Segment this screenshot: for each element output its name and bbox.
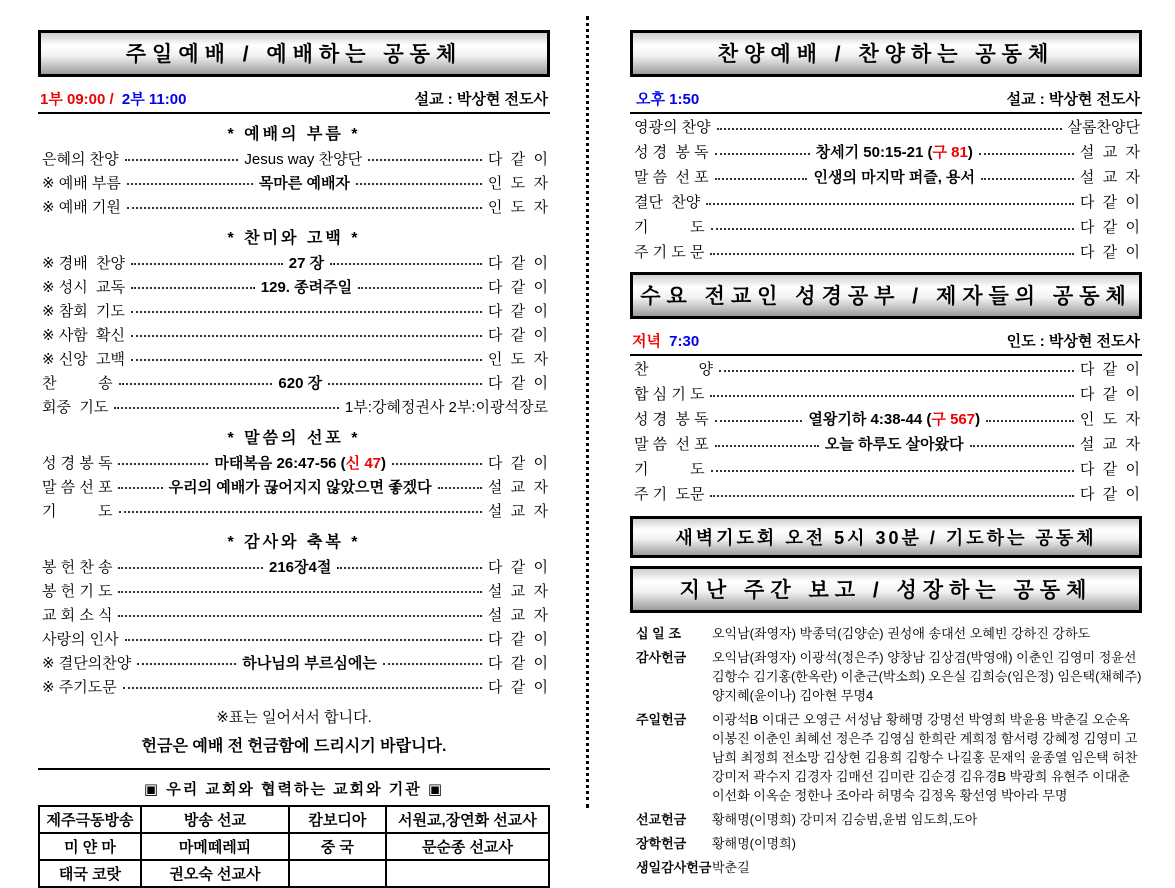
item-content	[214, 452, 386, 473]
item-label: 봉 헌 찬 송	[42, 558, 113, 576]
item-content	[816, 141, 973, 162]
liturgy-row	[38, 450, 550, 474]
report-entry-label: 십 일 조	[636, 626, 681, 641]
section-title-thanks-blessing: * 감사와 축복 *	[227, 534, 361, 551]
item-label: 사랑의 인사	[42, 630, 119, 648]
dot-leader	[125, 159, 239, 161]
item-performer: 다 같 이	[487, 302, 548, 320]
sunday-worship-header: 주일예배 / 예배하는 공동체	[38, 30, 550, 77]
table-cell: 문순종 선교사	[386, 833, 549, 860]
item-content: 620 장	[278, 374, 323, 392]
liturgy-row	[38, 274, 550, 298]
table-cell: 마메떼레피	[141, 833, 289, 860]
dot-leader	[127, 183, 253, 185]
dot-leader	[337, 567, 482, 569]
dot-leader	[123, 687, 482, 689]
liturgy-row	[38, 578, 550, 602]
liturgy-row	[630, 431, 1142, 456]
table-row	[39, 833, 549, 860]
sermon-title: 인생의 마지막 퍼즐, 용서	[813, 169, 976, 186]
item-performer: 다 같 이	[487, 678, 548, 696]
dot-leader	[368, 159, 482, 161]
section-separator	[38, 768, 550, 770]
dot-leader	[119, 383, 273, 385]
table-cell: 제주극동방송	[39, 806, 141, 833]
scripture-text: 열왕기하 4:38-44 (	[808, 411, 932, 428]
item-label: ※ 성시 교독	[42, 278, 126, 296]
dot-leader	[438, 487, 482, 489]
weekly-report-header: 지난 주간 보고 / 성장하는 공동체	[630, 566, 1142, 613]
liturgy-row	[38, 370, 550, 394]
preacher-label: 설교 : 박상현 전도사	[1006, 91, 1140, 108]
dot-leader	[970, 445, 1074, 447]
item-performer: 다 같 이	[487, 150, 548, 168]
liturgy-row	[630, 139, 1142, 164]
item-label: 성 경 봉 독	[42, 454, 113, 472]
liturgy-row	[38, 298, 550, 322]
liturgy-row	[630, 114, 1142, 139]
item-performer: 다 같 이	[487, 454, 549, 472]
item-content: Jesus way 찬양단	[244, 150, 363, 168]
service-time	[632, 330, 699, 351]
item-performer: 설 교 자	[487, 478, 548, 496]
sermon-title: 오늘 하루도 살아왔다	[824, 436, 964, 453]
item-performer: 다 같 이	[487, 558, 548, 576]
item-content: 216장4절	[268, 558, 332, 576]
liturgy-row	[38, 250, 550, 274]
item-label: 합 심 기 도	[634, 386, 705, 403]
dawn-prayer-header: 새벽기도회 오전 5시 30분 / 기도하는 공동체	[630, 516, 1142, 558]
item-label: 기 도	[634, 219, 705, 236]
praise-time-row	[630, 77, 1142, 114]
item-label: 말 씀 선 포	[634, 169, 709, 186]
item-label: ※ 예배 기원	[42, 198, 121, 216]
wednesday-time: 7:30	[669, 333, 700, 350]
dot-leader	[715, 445, 819, 447]
liturgy-row	[38, 650, 550, 674]
item-performer: 다 같 이	[487, 630, 548, 648]
dot-leader	[706, 203, 1074, 205]
dot-leader	[717, 128, 1062, 130]
item-label: ※ 신앙 고백	[42, 350, 126, 368]
table-cell	[386, 860, 549, 887]
item-label: 말 씀 선 포	[634, 436, 709, 453]
report-entry-label: 선교헌금	[636, 812, 687, 827]
item-performer: 다 같 이	[1079, 461, 1140, 478]
dot-leader	[715, 178, 808, 180]
item-performer: 설 교 자	[487, 606, 548, 624]
dot-leader	[710, 395, 1073, 397]
liturgy-row	[38, 394, 550, 418]
report-entry	[630, 624, 1142, 643]
dot-leader	[127, 207, 482, 209]
item-label: ※ 예배 부름	[42, 174, 121, 192]
liturgy-row	[630, 456, 1142, 481]
table-cell: 권오숙 선교사	[141, 860, 289, 887]
item-label: ※ 결단의찬양	[42, 654, 132, 672]
table-cell: 태국 코랏	[39, 860, 141, 887]
liturgy-row	[38, 674, 550, 698]
service-time	[632, 88, 699, 109]
report-entry-names: 오익남(좌영자) 이광석(정은주) 양창남 김상겸(박영애) 이춘인 김영미 정윤선 김항수 김기홍(한옥란) 이춘근(박소희) 오은실 김희승(임은정) 임은택(채혜주) 양지혜(윤이나) 김아현 무명4	[712, 650, 1142, 703]
dot-leader	[131, 263, 283, 265]
item-performer: 다 같 이	[487, 278, 548, 296]
report-entry-label: 장학헌금	[636, 836, 687, 851]
hymn-number-red: 구 567	[931, 411, 976, 428]
scripture-close: )	[967, 144, 973, 161]
liturgy-row	[630, 481, 1142, 506]
dot-leader	[118, 591, 481, 593]
item-content	[808, 408, 980, 429]
leader-label: 인도 : 박상현 전도사	[1006, 333, 1140, 350]
second-service-time: 2부 11:00	[121, 91, 187, 108]
hymn-number-red: 신 47	[345, 454, 382, 472]
liturgy-row	[38, 322, 550, 346]
liturgy-row	[630, 189, 1142, 214]
item-label: 회중 기도	[42, 398, 109, 416]
report-entry	[630, 810, 1142, 829]
item-content: 129. 종려주일	[260, 278, 353, 296]
dot-leader	[114, 407, 339, 409]
dot-leader	[131, 335, 482, 337]
item-label: 봉 헌 기 도	[42, 582, 113, 600]
report-entry-names: 이광석B 이대근 오영근 서성남 황해명 강명선 박영희 박윤용 박춘길 오순옥 이봉진 이춘인 최혜선 정은주 김영심 한희란 계희정 함서령 강혜정 김영미 고남희 최정희 전소망 김상현 김용희 김항수 나길홍 문재익 윤종열 임은택 허찬 강미저 곽수지 김경자 김매선 김미란 김순경 김유경B 박광희 유현주 이대춘 이선화 이옥순 정한나 조아라 허명숙 김정옥 황선영 박아라 무명	[712, 712, 1138, 803]
item-label: 영광의 찬양	[634, 119, 711, 136]
scripture-close: )	[975, 411, 981, 428]
dot-leader	[979, 153, 1074, 155]
section-title-praise-confession: * 찬미와 고백 *	[227, 230, 361, 247]
item-performer: 다 같 이	[1079, 244, 1140, 261]
dot-leader	[715, 153, 810, 155]
right-column	[630, 30, 1142, 882]
item-performer: 설 교 자	[487, 502, 548, 520]
service-times	[40, 88, 186, 109]
scripture-text: 창세기 50:15-21 (	[815, 144, 933, 161]
dot-leader	[383, 663, 482, 665]
item-performer: 다 같 이	[1079, 386, 1140, 403]
dot-leader	[710, 253, 1073, 255]
item-performer: 다 같 이	[487, 254, 549, 272]
item-label: ※ 경배 찬양	[42, 254, 126, 272]
report-entry	[630, 648, 1142, 705]
report-entry-label: 주일헌금	[636, 712, 687, 727]
dot-leader	[710, 495, 1073, 497]
dot-leader	[719, 370, 1074, 372]
item-label: 결단 찬양	[634, 194, 701, 211]
preacher-label: 설교 : 박상현 전도사	[414, 91, 548, 108]
dot-leader	[118, 615, 481, 617]
scripture-close: )	[381, 454, 387, 472]
report-entry-label: 감사헌금	[636, 650, 687, 665]
item-performer: 인 도 자	[1079, 411, 1140, 428]
liturgy-row	[630, 214, 1142, 239]
dot-leader	[137, 663, 236, 665]
item-label: 주 기 도 문	[634, 244, 705, 261]
table-cell: 미 얀 마	[39, 833, 141, 860]
first-service-time: 1부 09:00 /	[40, 91, 114, 108]
liturgy-row	[38, 626, 550, 650]
dot-leader	[358, 287, 482, 289]
praise-time: 오후 1:50	[636, 91, 700, 108]
item-performer: 다 같 이	[1079, 194, 1140, 211]
item-performer: 다 같 이	[1079, 361, 1140, 378]
item-label: 기 도	[634, 461, 705, 478]
dot-leader	[986, 420, 1074, 422]
scripture-text: 마태복음 26:47-56 (	[214, 454, 346, 472]
left-column	[38, 30, 550, 888]
liturgy-row	[38, 602, 550, 626]
liturgy-row	[38, 146, 550, 170]
item-content: 하나님의 부르심에는	[242, 654, 377, 672]
item-performer: 설 교 자	[487, 582, 548, 600]
item-label: 주 기 도문	[634, 486, 705, 503]
liturgy-row	[630, 356, 1142, 381]
item-label: 성 경 봉 독	[634, 411, 709, 428]
report-entry-names: 박춘길	[712, 860, 750, 875]
report-entry	[630, 858, 1142, 877]
liturgy-row	[630, 239, 1142, 264]
item-label: 은혜의 찬양	[42, 150, 119, 168]
liturgy-row	[38, 498, 550, 522]
section-title-proclamation: * 말씀의 선포 *	[227, 430, 361, 447]
item-performer: 다 같 이	[487, 326, 548, 344]
item-label: 찬 양	[634, 361, 713, 378]
table-cell: 중 국	[289, 833, 386, 860]
report-entry	[630, 710, 1142, 805]
item-label: ※ 주기도문	[42, 678, 117, 696]
table-cell: 캄보디아	[289, 806, 386, 833]
dot-leader	[131, 311, 482, 313]
table-cell	[289, 860, 386, 887]
report-entry	[630, 834, 1142, 853]
dot-leader	[715, 420, 803, 422]
dot-leader	[711, 470, 1074, 472]
report-entry-names: 황해명(이명희)	[712, 836, 797, 851]
dot-leader	[330, 263, 482, 265]
praise-worship-header: 찬양예배 / 찬양하는 공동체	[630, 30, 1142, 77]
offering-note: 헌금은 예배 전 헌금함에 드리시기 바랍니다.	[141, 738, 447, 755]
table-row	[39, 860, 549, 887]
item-performer: 다 같 이	[487, 654, 549, 672]
liturgy-row	[38, 170, 550, 194]
item-performer: 인 도 자	[487, 198, 548, 216]
dot-leader	[981, 178, 1074, 180]
dot-leader	[118, 463, 208, 465]
wednesday-study-header: 수요 전교인 성경공부 / 제자들의 공동체	[630, 272, 1142, 319]
section-title-call-to-worship: * 예배의 부름 *	[227, 126, 361, 143]
sermon-title: 우리의 예배가 끊어지지 않았으면 좋겠다	[168, 478, 432, 496]
item-label: ※ 사함 확신	[42, 326, 126, 344]
item-label: ※ 참회 기도	[42, 302, 126, 320]
liturgy-row	[38, 346, 550, 370]
item-performer: 인 도 자	[487, 350, 548, 368]
item-performer: 다 같 이	[487, 374, 549, 392]
wednesday-time-row	[630, 319, 1142, 356]
dot-leader	[131, 359, 482, 361]
dot-leader	[711, 228, 1074, 230]
item-performer: 다 같 이	[1079, 219, 1140, 236]
table-row	[39, 806, 549, 833]
report-entry-names: 오익남(좌영자) 박종덕(김양순) 권성애 송대선 오혜빈 강하진 강하도	[712, 626, 1091, 641]
liturgy-row	[38, 474, 550, 498]
item-performer: 살롬찬양단	[1067, 119, 1140, 136]
dot-leader	[119, 511, 482, 513]
liturgy-row	[630, 406, 1142, 431]
liturgy-row	[38, 554, 550, 578]
partner-table-title: ▣ 우리 교회와 협력하는 교회와 기관 ▣	[143, 781, 445, 798]
item-performer: 1부:강혜정권사 2부:이광석장로	[344, 398, 548, 416]
report-entry-label: 생일감사헌금	[636, 860, 712, 875]
item-label: 교 회 소 식	[42, 606, 113, 624]
item-content: 27 장	[288, 254, 325, 272]
table-cell: 방송 선교	[141, 806, 289, 833]
hymn-number-red: 구 81	[932, 144, 968, 161]
dot-leader	[328, 383, 482, 385]
dot-leader	[118, 567, 263, 569]
item-performer: 다 같 이	[1079, 486, 1140, 503]
dot-leader	[356, 183, 482, 185]
table-cell: 서원교,장연화 선교사	[386, 806, 549, 833]
liturgy-row	[38, 194, 550, 218]
item-performer: 설 교 자	[1079, 169, 1141, 186]
wednesday-time-label: 저녁	[632, 333, 661, 350]
liturgy-row	[630, 164, 1142, 189]
item-performer: 설 교 자	[1079, 436, 1140, 453]
item-label: 성 경 봉 독	[634, 144, 709, 161]
liturgy-row	[630, 381, 1142, 406]
item-label: 말 씀 선 포	[42, 478, 113, 496]
sunday-time-row	[38, 77, 550, 114]
item-label: 찬 송	[42, 374, 113, 392]
item-label: 기 도	[42, 502, 113, 520]
dot-leader	[131, 287, 255, 289]
item-performer: 설 교 자	[1079, 144, 1141, 161]
dot-leader	[125, 639, 482, 641]
item-performer: 인 도 자	[487, 174, 548, 192]
partner-table	[38, 805, 550, 888]
report-entry-names: 황해명(이명희) 강미저 김승범,윤범 임도희,도아	[712, 812, 978, 827]
standing-note: ※표는 일어서서 합니다.	[216, 709, 372, 726]
center-divider	[586, 16, 589, 808]
item-content: 목마른 예배자	[258, 174, 350, 192]
dot-leader	[118, 487, 162, 489]
dot-leader	[392, 463, 482, 465]
